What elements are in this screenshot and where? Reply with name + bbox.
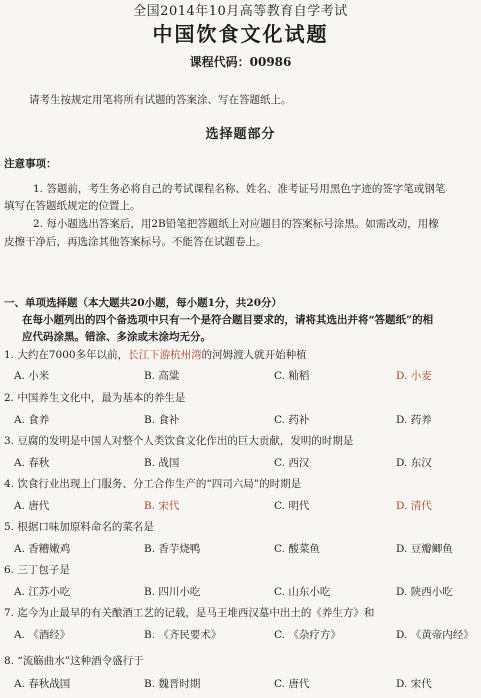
question-5: 5. 根据口味加原料命名的菜名是: [4, 521, 154, 533]
option-c: C. 籼稻: [274, 370, 310, 382]
attention-item2-line1: 2. 每小题选出答案后，用2B铅笔把答题纸上对应题目的答案标号涂黑。如需改动，用橡: [33, 218, 439, 230]
notice-text: 请考生按规定用笔将所有试题的答案涂、写在答题纸上。: [29, 94, 292, 106]
attention-item2-line2: 皮擦干净后，再选涂其他答案标号。不能答在试题卷上。: [4, 236, 267, 248]
option-d: D. 药养: [396, 414, 432, 426]
option-a: A. 小米: [14, 370, 50, 382]
subject-title: 中国饮食文化试题: [152, 22, 329, 46]
option-a: A. 江苏小吃: [14, 586, 71, 598]
question-3-options: [14, 457, 474, 470]
option-c: C. 山东小吃: [274, 586, 331, 598]
option-a: A. 香糟嫩鸡: [14, 543, 71, 555]
section-instruction-line1: 在每小题列出的四个备选项中只有一个是符合题目要求的，请将其选出并将“答题纸”的相: [22, 314, 434, 326]
question-1-options: [14, 370, 474, 383]
attention-item1-line2: 填写在答题纸规定的位置上。: [4, 200, 141, 212]
question-1: [4, 349, 307, 362]
question-text: 1. 大约在7000多年以前，: [4, 349, 129, 361]
option-d: D. 宋代: [396, 678, 432, 690]
option-d: D. 《黄帝内经》: [396, 629, 474, 641]
section-instruction-line2: 应代码涂黑。错涂、多涂或未涂均无分。: [22, 331, 211, 343]
exam-title: 全国2014年10月高等教育自学考试: [133, 4, 348, 19]
question-7-options: [14, 629, 474, 642]
question-2-options: [14, 414, 474, 427]
option-c: C. 唐代: [274, 678, 310, 690]
question-7: 7. 迄今为止最早的有关酿酒工艺的记载，是马王堆西汉墓中出土的《养生方》和: [4, 607, 375, 619]
option-c: C. 《杂疗方》: [274, 629, 341, 641]
option-d: D. 陕西小吃: [396, 586, 453, 598]
option-a: A. 唐代: [14, 500, 50, 512]
option-b: B. 魏晋时期: [144, 678, 201, 690]
question-8-options: [14, 678, 474, 691]
question-3: 3. 豆腐的发明是中国人对整个人类饮食文化作出的巨大贡献，发明的时期是: [4, 435, 354, 447]
course-code: 课程代码：00986: [189, 55, 292, 69]
option-b: B. 食补: [144, 414, 180, 426]
option-b: B. 战国: [144, 457, 180, 469]
option-c: C. 明代: [274, 500, 310, 512]
question-8: 8. “流觞曲水”这种酒令盛行于: [4, 655, 144, 667]
question-4-options: [14, 500, 474, 513]
option-d: D. 东汉: [396, 457, 432, 469]
option-c: C. 西汉: [274, 457, 310, 469]
part-title: 选择题部分: [205, 127, 276, 142]
option-b: B. 宋代: [144, 500, 180, 512]
option-b: B. 香芋烧鸭: [144, 543, 201, 555]
option-c: C. 药补: [274, 414, 310, 426]
question-6-options: [14, 586, 474, 599]
question-6: 6. 三丁包子是: [4, 564, 70, 576]
option-b: B. 四川小吃: [144, 586, 201, 598]
option-b: B. 《齐民要术》: [144, 629, 222, 641]
option-a: A. 春秋战国: [14, 678, 71, 690]
question-text-suffix: 的河姆渡人就开始种植: [201, 349, 307, 361]
question-4: 4. 饮食行业出现上门服务、分工合作生产的“四司六局”的时期是: [4, 478, 302, 490]
option-b: B. 高粱: [144, 370, 180, 382]
option-a: A. 食养: [14, 414, 50, 426]
option-d: D. 清代: [396, 500, 432, 512]
option-c: C. 酸菜鱼: [274, 543, 320, 555]
question-5-options: [14, 543, 474, 556]
option-d: D. 小麦: [396, 370, 432, 382]
question-highlight: 长江下游杭州湾: [128, 349, 202, 361]
attention-heading: 注意事项：: [4, 158, 57, 170]
attention-item1-line1: 1. 答题前，考生务必将自己的考试课程名称、姓名、准考证号用黑色字迹的签字笔或钢笔: [33, 183, 446, 195]
section-heading: 一、单项选择题（本大题共20小题，每小题1分，共20分）: [4, 297, 283, 309]
option-a: A. 《酒经》: [14, 629, 71, 641]
question-2: 2. 中国养生文化中，最为基本的养生是: [4, 392, 186, 404]
option-a: A. 春秋: [14, 457, 50, 469]
option-d: D. 豆瓣鲫鱼: [396, 543, 453, 555]
